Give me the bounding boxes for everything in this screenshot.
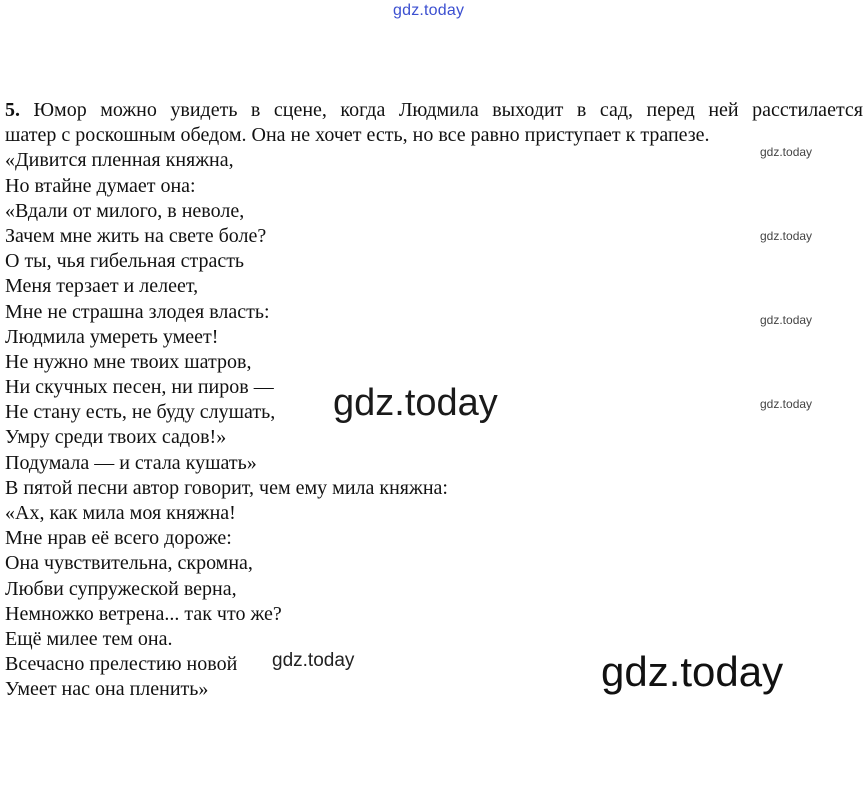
poem-line: О ты, чья гибельная страсть [5,250,245,273]
poem-line: Не стану есть, не буду слушать, [5,401,276,424]
poem-line: Мне нрав её всего дороже: [5,527,232,550]
answer-number: 5. [5,99,20,121]
poem-line: Зачем мне жить на свете боле? [5,224,267,247]
poem-line: Мне не страшна злодея власть: [5,300,270,323]
poem-line: Ни скучных песен, ни пиров — [5,376,274,399]
poem-line: «Ах, как мила моя княжна! [5,502,236,524]
poem-line: Умру среди твоих садов!» [5,426,227,449]
watermark-side: gdz.today [760,313,813,327]
poem-line: «Дивится пленная княжна, [5,149,234,172]
poem-line: Любви супружеской верна, [5,577,237,600]
poem-line: Она чувствительна, скромна, [5,552,253,575]
watermark-bottom-large: gdz.today [601,648,784,695]
answer-intro-line-1 [5,98,863,123]
watermark-top: gdz.today [393,2,465,19]
answer-intro-line-2: шатер с роскошным обедом. Она не хочет есть, но все равно приступает к трапезе. [5,124,710,147]
answer-intro-text-1: Юмор можно увидеть в сцене, когда Людмила выходит в сад, перед ней расстилается [20,99,863,121]
poem-line: «Вдали от милого, в неволе, [5,199,245,222]
poem-line: Всечасно прелестию новой [5,653,238,676]
poem-line: Не нужно мне твоих шатров, [5,350,252,373]
poem-line: Немножко ветрена... так что же? [5,602,282,625]
poem-line: Но втайне думает она: [5,174,196,197]
watermark-side: gdz.today [760,397,813,411]
poem-line: Людмила умереть умеет! [5,325,219,348]
text-line: В пятой песни автор говорит, чем ему мила княжна: [5,476,448,499]
poem-line: Меня терзает и лелеет, [5,275,199,298]
poem-line: Ещё милее тем она. [5,627,173,650]
watermark-middle: gdz.today [333,382,498,424]
poem-line: Умеет нас она пленить» [5,678,209,701]
watermark-side: gdz.today [760,145,813,159]
poem-line: Подумала — и стала кушать» [5,451,257,474]
watermark-side: gdz.today [760,229,813,243]
watermark-bottom-small: gdz.today [272,650,355,671]
